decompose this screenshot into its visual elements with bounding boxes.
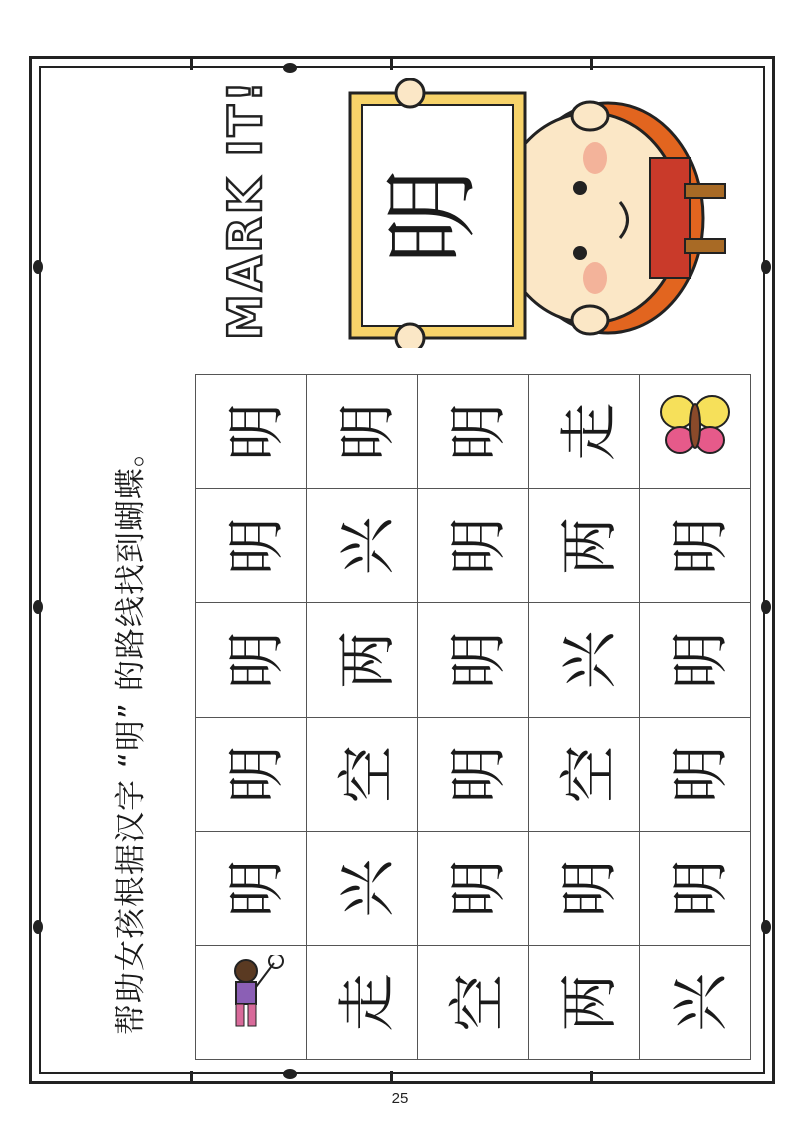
frame-dot [33, 920, 43, 934]
frame-dot [283, 1069, 297, 1079]
maze-grid [195, 374, 751, 1060]
grid-cell[interactable]: 走 [529, 375, 640, 489]
grid-cell[interactable]: 兴 [307, 489, 418, 603]
grid-cell[interactable]: 明 [418, 375, 529, 489]
worksheet [50, 70, 750, 1060]
grid-row [307, 375, 418, 1060]
grid-cell[interactable]: 明 [640, 489, 751, 603]
butterfly-icon [658, 390, 732, 474]
instruction-text: 帮助女孩根据汉字 “明” 的路线找到蝴蝶。 [113, 435, 149, 1035]
grid-cell[interactable]: 明 [196, 831, 307, 945]
frame-tick [590, 1071, 593, 1083]
grid-cell[interactable]: 两 [529, 489, 640, 603]
grid-cell[interactable]: 空 [418, 945, 529, 1059]
grid-cell[interactable]: 明 [640, 717, 751, 831]
sign-character: 明 [376, 168, 488, 264]
grid-cell[interactable]: 明 [529, 831, 640, 945]
grid-cell[interactable]: 明 [640, 831, 751, 945]
grid-row [196, 375, 307, 1060]
grid-cell[interactable]: 走 [307, 945, 418, 1059]
grid-cell[interactable]: 明 [196, 603, 307, 717]
frame-tick [590, 58, 593, 70]
boy-holding-sign-illustration [290, 78, 730, 348]
frame-dot [33, 600, 43, 614]
grid-cell[interactable]: 明 [418, 603, 529, 717]
grid-cell[interactable]: 明 [196, 375, 307, 489]
frame-tick [190, 1071, 193, 1083]
girl-with-net-icon [216, 955, 286, 1049]
frame-tick [390, 58, 393, 70]
grid-cell[interactable]: 明 [640, 603, 751, 717]
grid-cell[interactable]: 两 [307, 603, 418, 717]
grid-cell[interactable]: 两 [529, 945, 640, 1059]
grid-cell[interactable]: 兴 [640, 945, 751, 1059]
grid-cell[interactable]: 明 [418, 717, 529, 831]
grid-cell[interactable]: 兴 [307, 831, 418, 945]
goal-cell[interactable] [640, 375, 751, 489]
frame-tick [390, 1071, 393, 1083]
grid-cell[interactable]: 明 [307, 375, 418, 489]
mark-it-title: MARK IT! [218, 78, 272, 340]
frame-dot [761, 600, 771, 614]
frame-dot [761, 260, 771, 274]
frame-dot [761, 920, 771, 934]
grid-cell[interactable]: 空 [529, 717, 640, 831]
grid-cell[interactable]: 明 [418, 831, 529, 945]
grid-row [418, 375, 529, 1060]
grid-row [640, 375, 751, 1060]
grid-cell[interactable]: 明 [196, 717, 307, 831]
grid-cell[interactable]: 兴 [529, 603, 640, 717]
page-number: 25 [391, 1090, 409, 1107]
frame-tick [190, 58, 193, 70]
frame-dot [33, 260, 43, 274]
grid-cell[interactable]: 明 [418, 489, 529, 603]
grid-cell[interactable]: 空 [307, 717, 418, 831]
grid-row [529, 375, 640, 1060]
grid-cell[interactable]: 明 [196, 489, 307, 603]
start-cell[interactable] [196, 945, 307, 1059]
